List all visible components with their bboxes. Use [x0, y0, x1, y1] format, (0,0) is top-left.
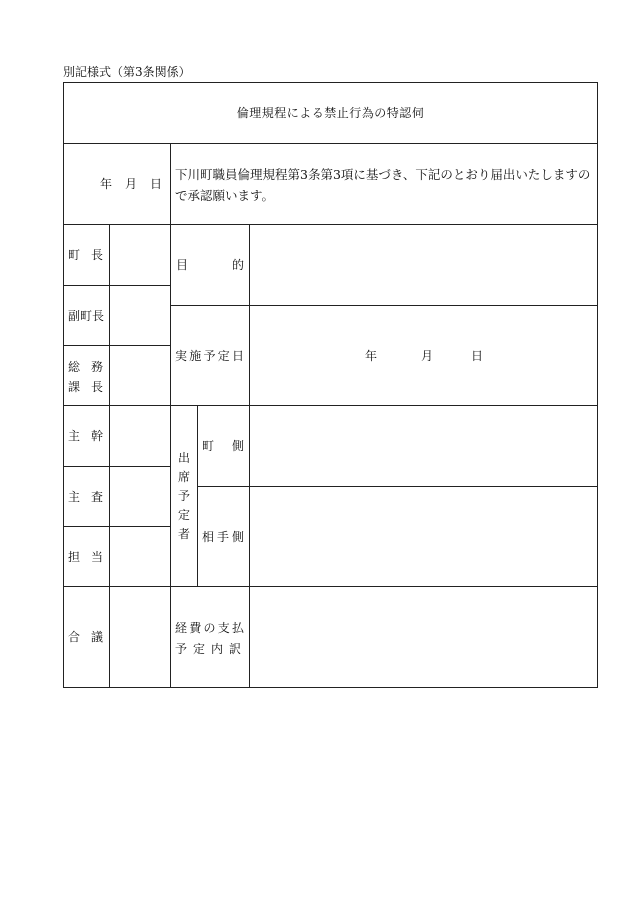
form-caption: 別記様式（第3条関係）: [63, 65, 191, 79]
partner-side-field[interactable]: [249, 486, 598, 587]
partner-side-label-2: 手: [216, 529, 229, 544]
person-in-charge-seal-box[interactable]: [109, 526, 171, 587]
purpose-label-1: 目: [176, 258, 189, 272]
expenses-label-1b: 費: [189, 621, 202, 635]
inspector-label-2: 査: [90, 489, 103, 504]
purpose-label-2: 的: [231, 258, 244, 272]
scheduled-date-label-3: 予: [203, 348, 216, 363]
date-year-label: 年: [100, 177, 113, 191]
scheduled-date-label-1: 実: [175, 348, 188, 363]
title-cell: [63, 82, 598, 144]
consultation-label-2: 議: [90, 630, 103, 644]
mayor-label-2: 長: [90, 248, 103, 262]
general-affairs-label-1a: 総: [68, 360, 81, 374]
statement-cell: [170, 143, 598, 225]
purpose-label-cell: [170, 224, 250, 306]
deputy-mayor-label-cell: [63, 285, 110, 346]
attendees-label-2: 席: [177, 469, 190, 484]
scheduled-date-year: 年: [365, 349, 378, 363]
consultation-label-cell: [63, 586, 110, 688]
inspector-seal-box[interactable]: [109, 466, 171, 527]
town-side-label-2: 側: [231, 439, 244, 453]
town-side-label-cell: [197, 405, 250, 487]
expenses-label-1c: の: [203, 621, 216, 635]
person-in-charge-label-cell: [63, 526, 110, 587]
scheduled-date-month: 月: [421, 349, 434, 363]
statement-text: 下川町職員倫理規程第3条第3項に基づき、下記のとおり届出いたしますので承認願います。: [175, 167, 591, 203]
partner-side-label-1: 相: [202, 529, 215, 544]
expenses-label-2c: 内: [210, 642, 223, 656]
town-side-label-1: 町: [202, 439, 215, 453]
date-month-label: 月: [124, 177, 137, 191]
expenses-label-1d: 支: [217, 621, 230, 635]
attendees-label-cell: [170, 405, 198, 587]
expenses-label-2a: 予: [175, 642, 188, 656]
chief-label-1: 主: [68, 429, 81, 443]
attendees-label-4: 定: [177, 507, 190, 522]
general-affairs-label-cell: [63, 345, 110, 406]
expenses-label-2d: 訳: [228, 642, 241, 656]
consultation-seal-box[interactable]: [109, 586, 171, 688]
expenses-label-cell: [170, 586, 250, 688]
chief-seal-box[interactable]: [109, 405, 171, 467]
consultation-label-1: 合: [68, 630, 81, 644]
town-side-field[interactable]: [249, 405, 598, 487]
deputy-mayor-label: 副町長: [68, 308, 105, 323]
partner-side-label-3: 側: [231, 529, 244, 544]
scheduled-date-field[interactable]: [249, 305, 598, 406]
expenses-label-1e: 払: [231, 621, 244, 635]
scheduled-date-day: 日: [471, 349, 484, 363]
expenses-field[interactable]: [249, 586, 598, 688]
date-cell[interactable]: [63, 143, 171, 225]
person-in-charge-label-1: 担: [68, 549, 81, 564]
partner-side-label-cell: [197, 486, 250, 587]
scheduled-date-label-4: 定: [217, 348, 230, 363]
deputy-mayor-seal-box[interactable]: [109, 285, 171, 346]
inspector-label-cell: [63, 466, 110, 527]
general-affairs-seal-box[interactable]: [109, 345, 171, 406]
general-affairs-label-2b: 長: [90, 380, 103, 394]
person-in-charge-label-2: 当: [90, 549, 103, 564]
purpose-field[interactable]: [249, 224, 598, 306]
mayor-label-1: 町: [68, 248, 81, 262]
form-title: 倫理規程による禁止行為の特認伺: [236, 106, 425, 120]
scheduled-date-label-5: 日: [231, 348, 244, 363]
inspector-label-1: 主: [68, 489, 81, 504]
expenses-label-2b: 定: [192, 642, 205, 656]
chief-label-2: 幹: [90, 429, 103, 443]
general-affairs-label-2a: 課: [68, 380, 81, 394]
expenses-label-1a: 経: [175, 621, 188, 635]
general-affairs-label-1b: 務: [90, 360, 103, 374]
date-day-label: 日: [149, 177, 162, 191]
mayor-seal-box[interactable]: [109, 224, 171, 286]
attendees-label-3: 予: [177, 488, 190, 503]
mayor-label-cell: [63, 224, 110, 286]
attendees-label-1: 出: [177, 450, 190, 465]
scheduled-date-label-cell: [170, 305, 250, 406]
chief-label-cell: [63, 405, 110, 467]
attendees-label-5: 者: [177, 526, 190, 541]
scheduled-date-label-2: 施: [189, 348, 202, 363]
